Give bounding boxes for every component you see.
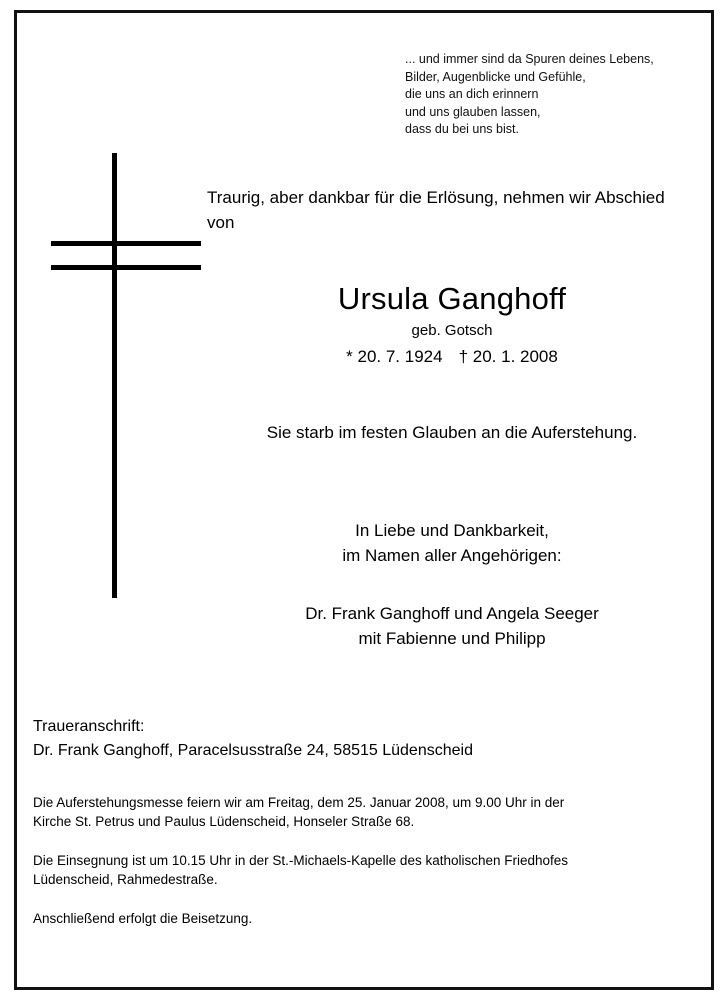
verse-line-5: dass du bei uns bist. [405, 122, 519, 136]
notice-content [17, 13, 711, 987]
gratitude-block [207, 518, 697, 568]
service-note-blessing [33, 851, 709, 889]
cross-horizontal-bar-lower [51, 265, 201, 270]
service-notes [33, 793, 709, 928]
deceased-name: Ursula Ganghoff [337, 281, 567, 316]
verse-line-4: und uns glauben lassen, [405, 104, 541, 119]
verse-line-3: die uns an dich erinnern [405, 87, 539, 101]
gratitude-line-2: im Namen aller Angehörigen: [342, 546, 562, 565]
faith-statement: Sie starb im festen Glauben an die Auferstehung. [266, 423, 638, 442]
service-note-mass [33, 793, 709, 831]
family-line-1: Dr. Frank Ganghoff und Angela Seeger [305, 604, 599, 623]
notice-border-frame [14, 10, 714, 990]
verse-line-2: Bilder, Augenblicke und Gefühle, [405, 69, 586, 84]
intro-text: Traurig, aber dankbar für die Erlösung, nehmen wir Abschied von [207, 188, 665, 232]
service-note-mass-line-1: Die Auferstehungsmesse feiern wir am Freitag, dem 25. Januar 2008, um 9.00 Uhr in der [33, 795, 565, 810]
service-note-burial-line-1: Anschließend erfolgt die Beisetzung. [33, 911, 253, 926]
mourning-address-block [33, 715, 673, 763]
surviving-family-block [207, 601, 697, 651]
latin-cross-icon [37, 143, 207, 603]
death-date: † 20. 1. 2008 [458, 347, 558, 366]
verse-line-1: ... und immer sind da Spuren deines Lebens, [405, 52, 654, 66]
mourning-address-line: Dr. Frank Ganghoff, Paracelsusstraße 24, 58515 Lüdenscheid [33, 742, 473, 759]
service-note-mass-line-2: Kirche St. Petrus und Paulus Lüdenscheid, Honseler Straße 68. [33, 814, 415, 829]
maiden-name: geb. Gotsch [411, 322, 493, 339]
cross-vertical-bar [112, 153, 117, 598]
birth-date: * 20. 7. 1924 [346, 347, 443, 366]
cross-horizontal-bar-upper [51, 241, 201, 246]
deceased-name-block [207, 281, 697, 369]
mourning-address-label: Traueranschrift: [33, 718, 145, 735]
life-dates [207, 345, 697, 369]
service-note-burial [33, 909, 709, 928]
gratitude-line-1: In Liebe und Dankbarkeit, [355, 521, 549, 540]
service-note-blessing-line-1: Die Einsegnung ist um 10.15 Uhr in der St.-Michaels-Kapelle des katholischen Friedhofes [33, 853, 569, 868]
memorial-verse [405, 51, 705, 139]
family-line-2: mit Fabienne und Philipp [358, 629, 546, 648]
service-note-blessing-line-2: Lüdenscheid, Rahmedestraße. [33, 872, 218, 887]
